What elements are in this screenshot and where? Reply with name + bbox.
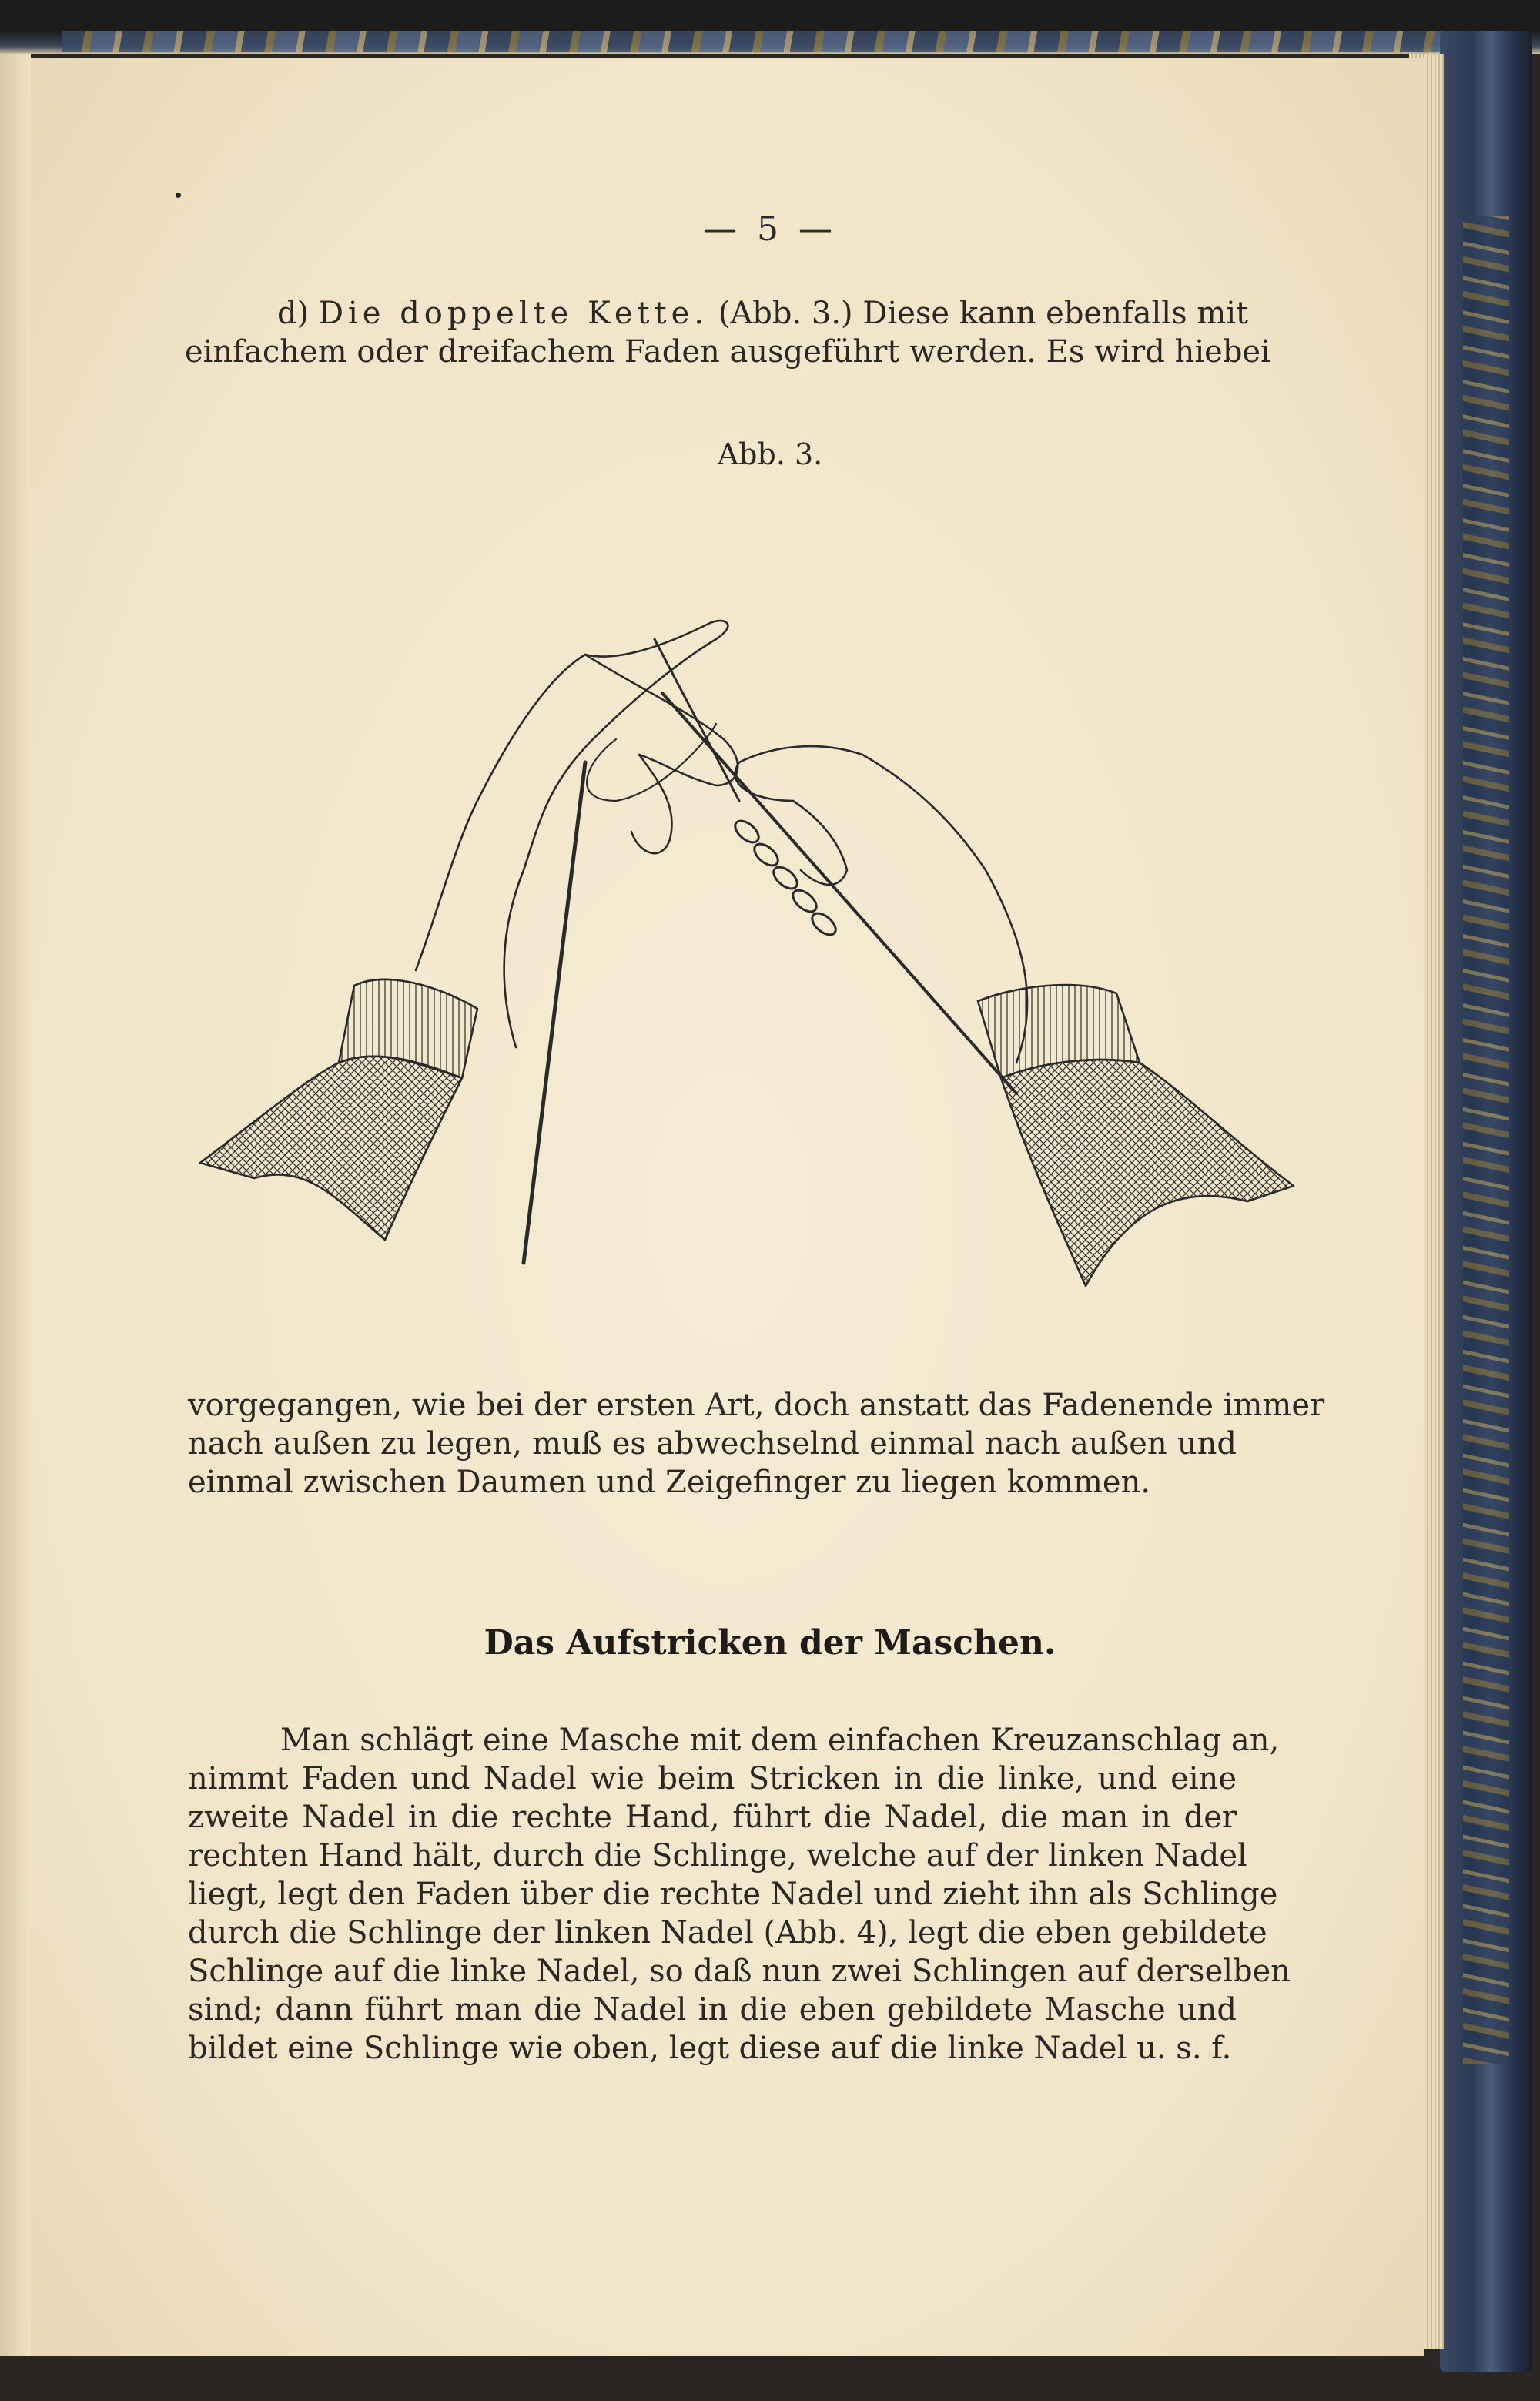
paragraph-line: sind; dann führt man die Nadel in die eben gebildete Masche und [188,1992,1237,2028]
page-number: — 5 — [703,209,837,249]
paragraph-casting-on [188,1721,1291,2068]
marbled-cover-top [62,31,1463,52]
stitch-chain [732,817,839,939]
paragraph-line: liegt, legt den Faden über die rechte Nadel und zieht ihn als Schlinge [188,1877,1278,1912]
ink-speck [176,193,181,198]
paragraph-line: einfachem oder dreifachem Faden ausgeführt werden. Es wird hiebei [185,334,1270,370]
left-sleeve [200,1057,462,1240]
paragraph-line: einmal zwischen Daumen und Zeigefinger zu liegen kommen. [188,1465,1151,1500]
paragraph-line: nimmt Faden und Nadel wie beim Stricken in die linke, und eine [188,1761,1237,1797]
paragraph-line: rechten Hand hält, durch die Schlinge, welche auf der linken Nadel [188,1838,1247,1874]
paragraph-double-chain [185,294,1270,371]
paragraph-line: Man schlägt eine Masche mit dem einfachen Kreuzanschlag an, [280,1723,1280,1758]
figure-caption: Abb. 3. [717,437,823,471]
paragraph-line: vorgegangen, wie bei der ersten Art, doch anstatt das Fadenende immer [188,1388,1325,1423]
paragraph-line: Schlinge auf die linke Nadel, so daß nun zwei Schlingen auf derselben [188,1954,1291,1989]
marbled-cover-edge [1463,216,1509,2064]
paragraph-line: durch die Schlinge der linken Nadel (Abb. 4), legt die eben gebildete [188,1915,1267,1951]
left-hand [416,621,728,1047]
section-heading: Das Aufstricken der Maschen. [484,1623,1056,1663]
section-title-inline: Die doppelte Kette. [318,296,709,331]
line-text: (Abb. 3.) Diese kann ebenfalls mit [718,296,1249,331]
paragraph-continuation [188,1386,1325,1502]
yarn [587,724,716,801]
item-prefix: d) [277,296,310,331]
paragraph-line: nach außen zu legen, muß es abwechselnd einmal nach außen und [188,1426,1237,1462]
facing-page-edge [0,54,31,2356]
paragraph-line [185,294,1249,333]
paragraph-line: zweite Nadel in die rechte Hand, führt die Nadel, die man in der [188,1800,1237,1835]
knitting-hands-illustration [185,508,1309,1301]
right-sleeve [1001,1060,1294,1286]
left-needle [524,762,585,1263]
paragraph-line: bildet eine Schlinge wie oben, legt diese auf die linke Nadel u. s. f. [188,2031,1232,2066]
